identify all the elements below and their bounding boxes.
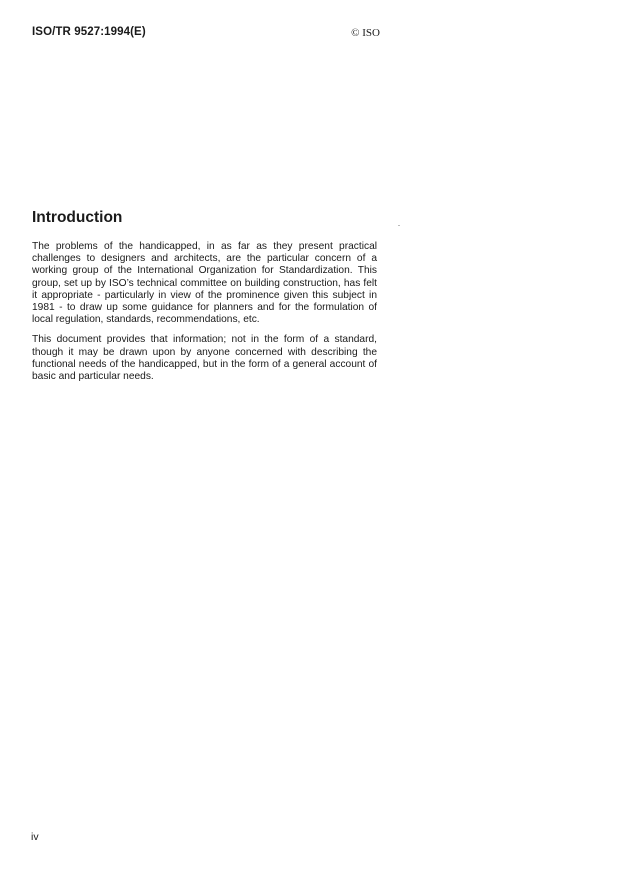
scan-speck [398, 225, 400, 226]
document-identifier: ISO/TR 9527:1994(E) [32, 26, 146, 38]
page-number: iv [31, 831, 39, 843]
section-title: Introduction [32, 209, 123, 226]
introduction-body [32, 241, 377, 391]
paragraph: This document provides that information; not in the form of a standard, though it may be drawn upon by anyone concerned with describing the functional needs of the handicapped, but in the form of a general account of basic and particular needs. [32, 334, 377, 383]
page-header [32, 26, 380, 42]
paragraph: The problems of the handicapped, in as far as they present practical challenges to designers and architects, are the particular concern of a working group of the International Organization for Standardization. This group, set up by ISO’s technical committee on building construction, has felt it appropriate - particularly in view of the prominence given this subject in 1981 - to draw up some guidance for planners and for the formulation of local regulation, standards, recommendations, etc. [32, 241, 377, 326]
copyright-notice: © ISO [351, 27, 380, 39]
